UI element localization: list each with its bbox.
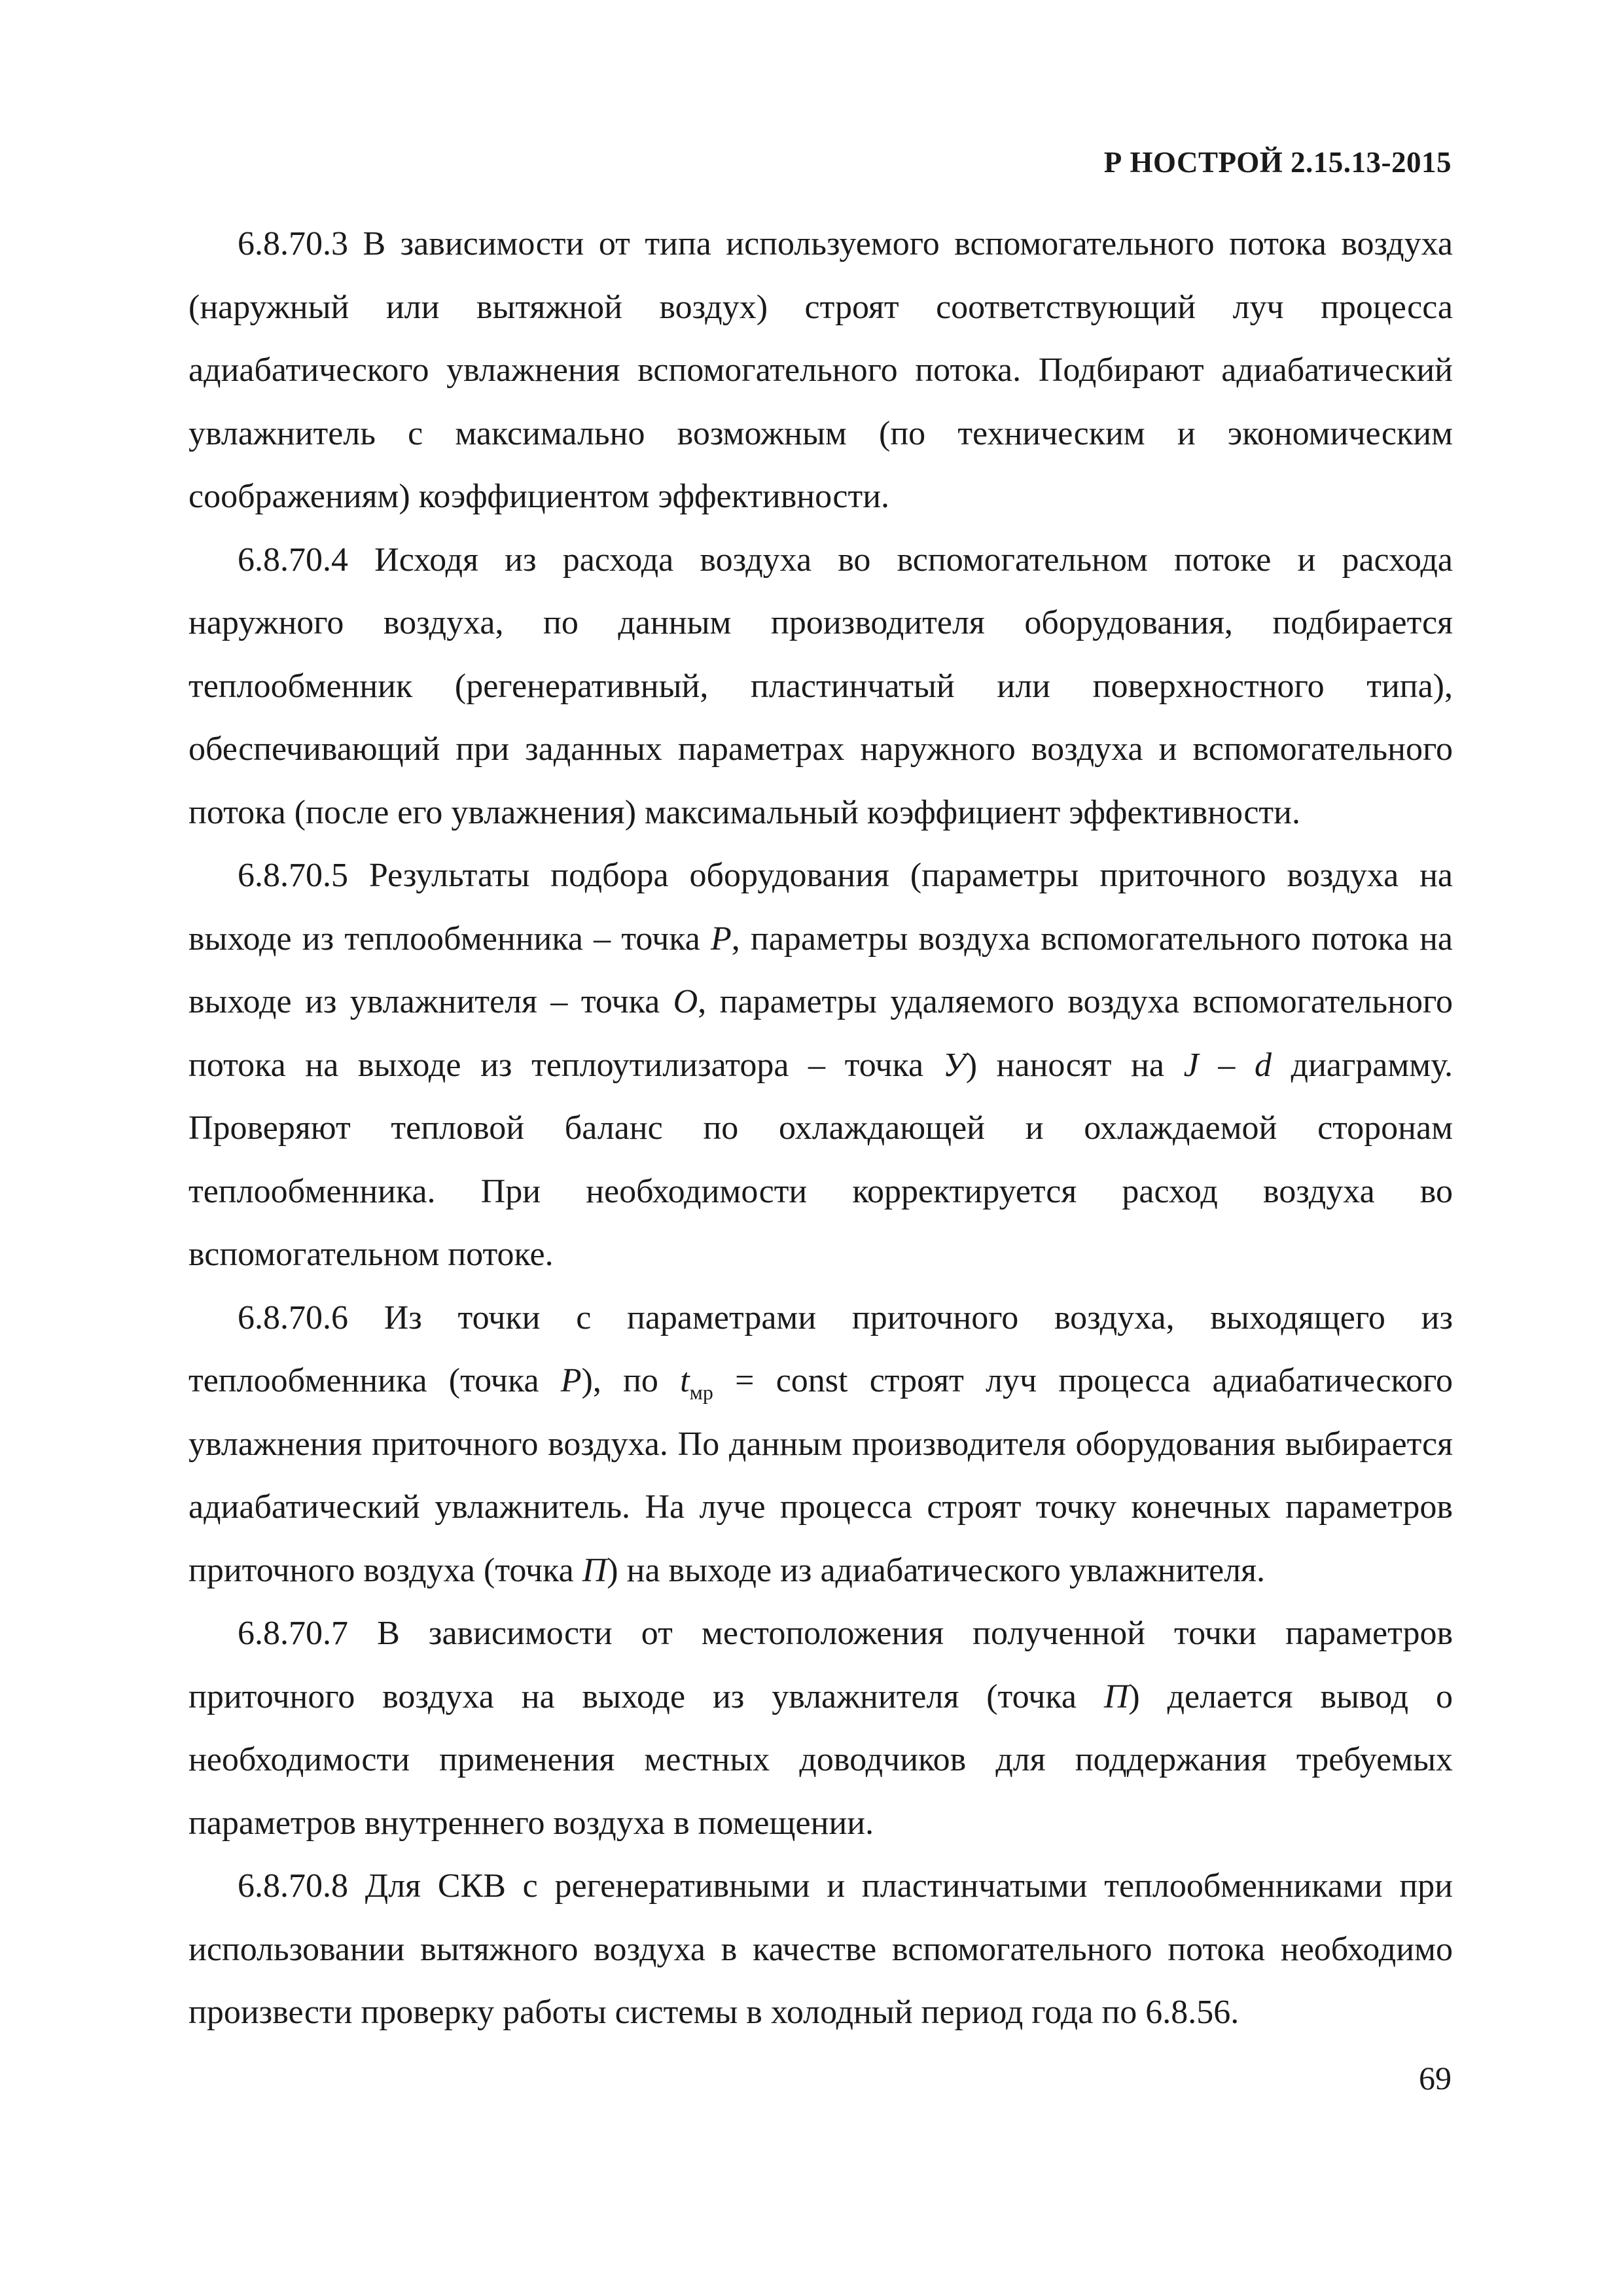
- paragraph-text: диаграмму. Проверяют тепловой баланс по охлаждающей и охлаждаемой сторонам теплообменника. При необходимости корректируется расход воздуха во вспомогательном потоке.: [188, 1046, 1453, 1273]
- page-number: 69: [1419, 2060, 1452, 2096]
- paragraph-text: 6.8.70.5 Результаты подбора оборудования (параметры приточного воздуха на выходе из теплообменника – точка: [188, 857, 1453, 958]
- point-pi-label: П: [1103, 1677, 1129, 1715]
- paragraph-text: = const строят луч процесса адиабатического увлажнения приточного воздуха. По данным производителя оборудования выбирается адиабатический увлажнитель. На луче процесса строят точку конечных параметров приточного воздуха (точка: [188, 1362, 1453, 1589]
- paragraph-6-8-70-7: [188, 1602, 1453, 1855]
- point-pi-label: П: [582, 1551, 607, 1589]
- paragraph-6-8-70-6: [188, 1287, 1453, 1603]
- document-code-header: Р НОСТРОЙ 2.15.13-2015: [1103, 146, 1452, 179]
- document-body: [188, 213, 1453, 2045]
- paragraph-6-8-70-3: 6.8.70.3 В зависимости от типа используемого вспомогательного потока воздуха (наружный или вытяжной воздух) строят соответствующий луч процесса адиабатического увлажнения вспомогательного потока. Подбирают адиабатический увлажнитель с максимально возможным (по техническим и экономическим соображениям) коэффициентом эффективности.: [188, 225, 1453, 515]
- point-u-label: У: [942, 1046, 966, 1084]
- paragraph-text: ) наносят на: [965, 1046, 1184, 1084]
- paragraph-text: ), по: [581, 1362, 681, 1399]
- paragraph-text: ) на выходе из адиабатического увлажнителя.: [607, 1551, 1266, 1589]
- paragraph-text: , параметры воздуха вспомогательного потока на выходе из увлажнителя – точка: [188, 920, 1453, 1020]
- paragraph-6-8-70-5: [188, 844, 1453, 1287]
- temperature-symbol: t: [680, 1362, 690, 1399]
- jd-diagram-label: J – d: [1183, 1046, 1272, 1084]
- temperature-subscript: мр: [689, 1380, 713, 1404]
- paragraph-6-8-70-4: 6.8.70.4 Исходя из расхода воздуха во вспомогательном потоке и расхода наружного воздуха, по данным производителя оборудования, подбирается теплообменник (регенеративный, пластинчатый или поверхностного типа), обеспечивающий при заданных параметрах наружного воздуха и вспомогательного потока (после его увлажнения) максимальный коэффициент эффективности.: [188, 541, 1453, 831]
- paragraph-text: 6.8.70.7 В зависимости от местоположения полученной точки параметров приточного воздуха на выходе из увлажнителя (точка: [188, 1615, 1453, 1715]
- paragraph-text: ) делается вывод о необходимости применения местных доводчиков для поддержания требуемых параметров внутреннего воздуха в помещении.: [188, 1677, 1453, 1842]
- point-p-label: Р: [711, 920, 732, 958]
- paragraph-text: , параметры удаляемого воздуха вспомогательного потока на выходе из теплоутилизатора – точка: [188, 983, 1453, 1084]
- paragraph-6-8-70-8: 6.8.70.8 Для СКВ с регенеративными и пластинчатыми теплообменниками при использовании вытяжного воздуха в качестве вспомогательного потока необходимо произвести проверку работы системы в холодный период года по 6.8.56.: [188, 1867, 1453, 2031]
- point-o-label: О: [673, 983, 698, 1020]
- paragraph-text: 6.8.70.6 Из точки с параметрами приточного воздуха, выходящего из теплообменника (точка: [188, 1299, 1453, 1399]
- point-p-label: Р: [560, 1362, 582, 1399]
